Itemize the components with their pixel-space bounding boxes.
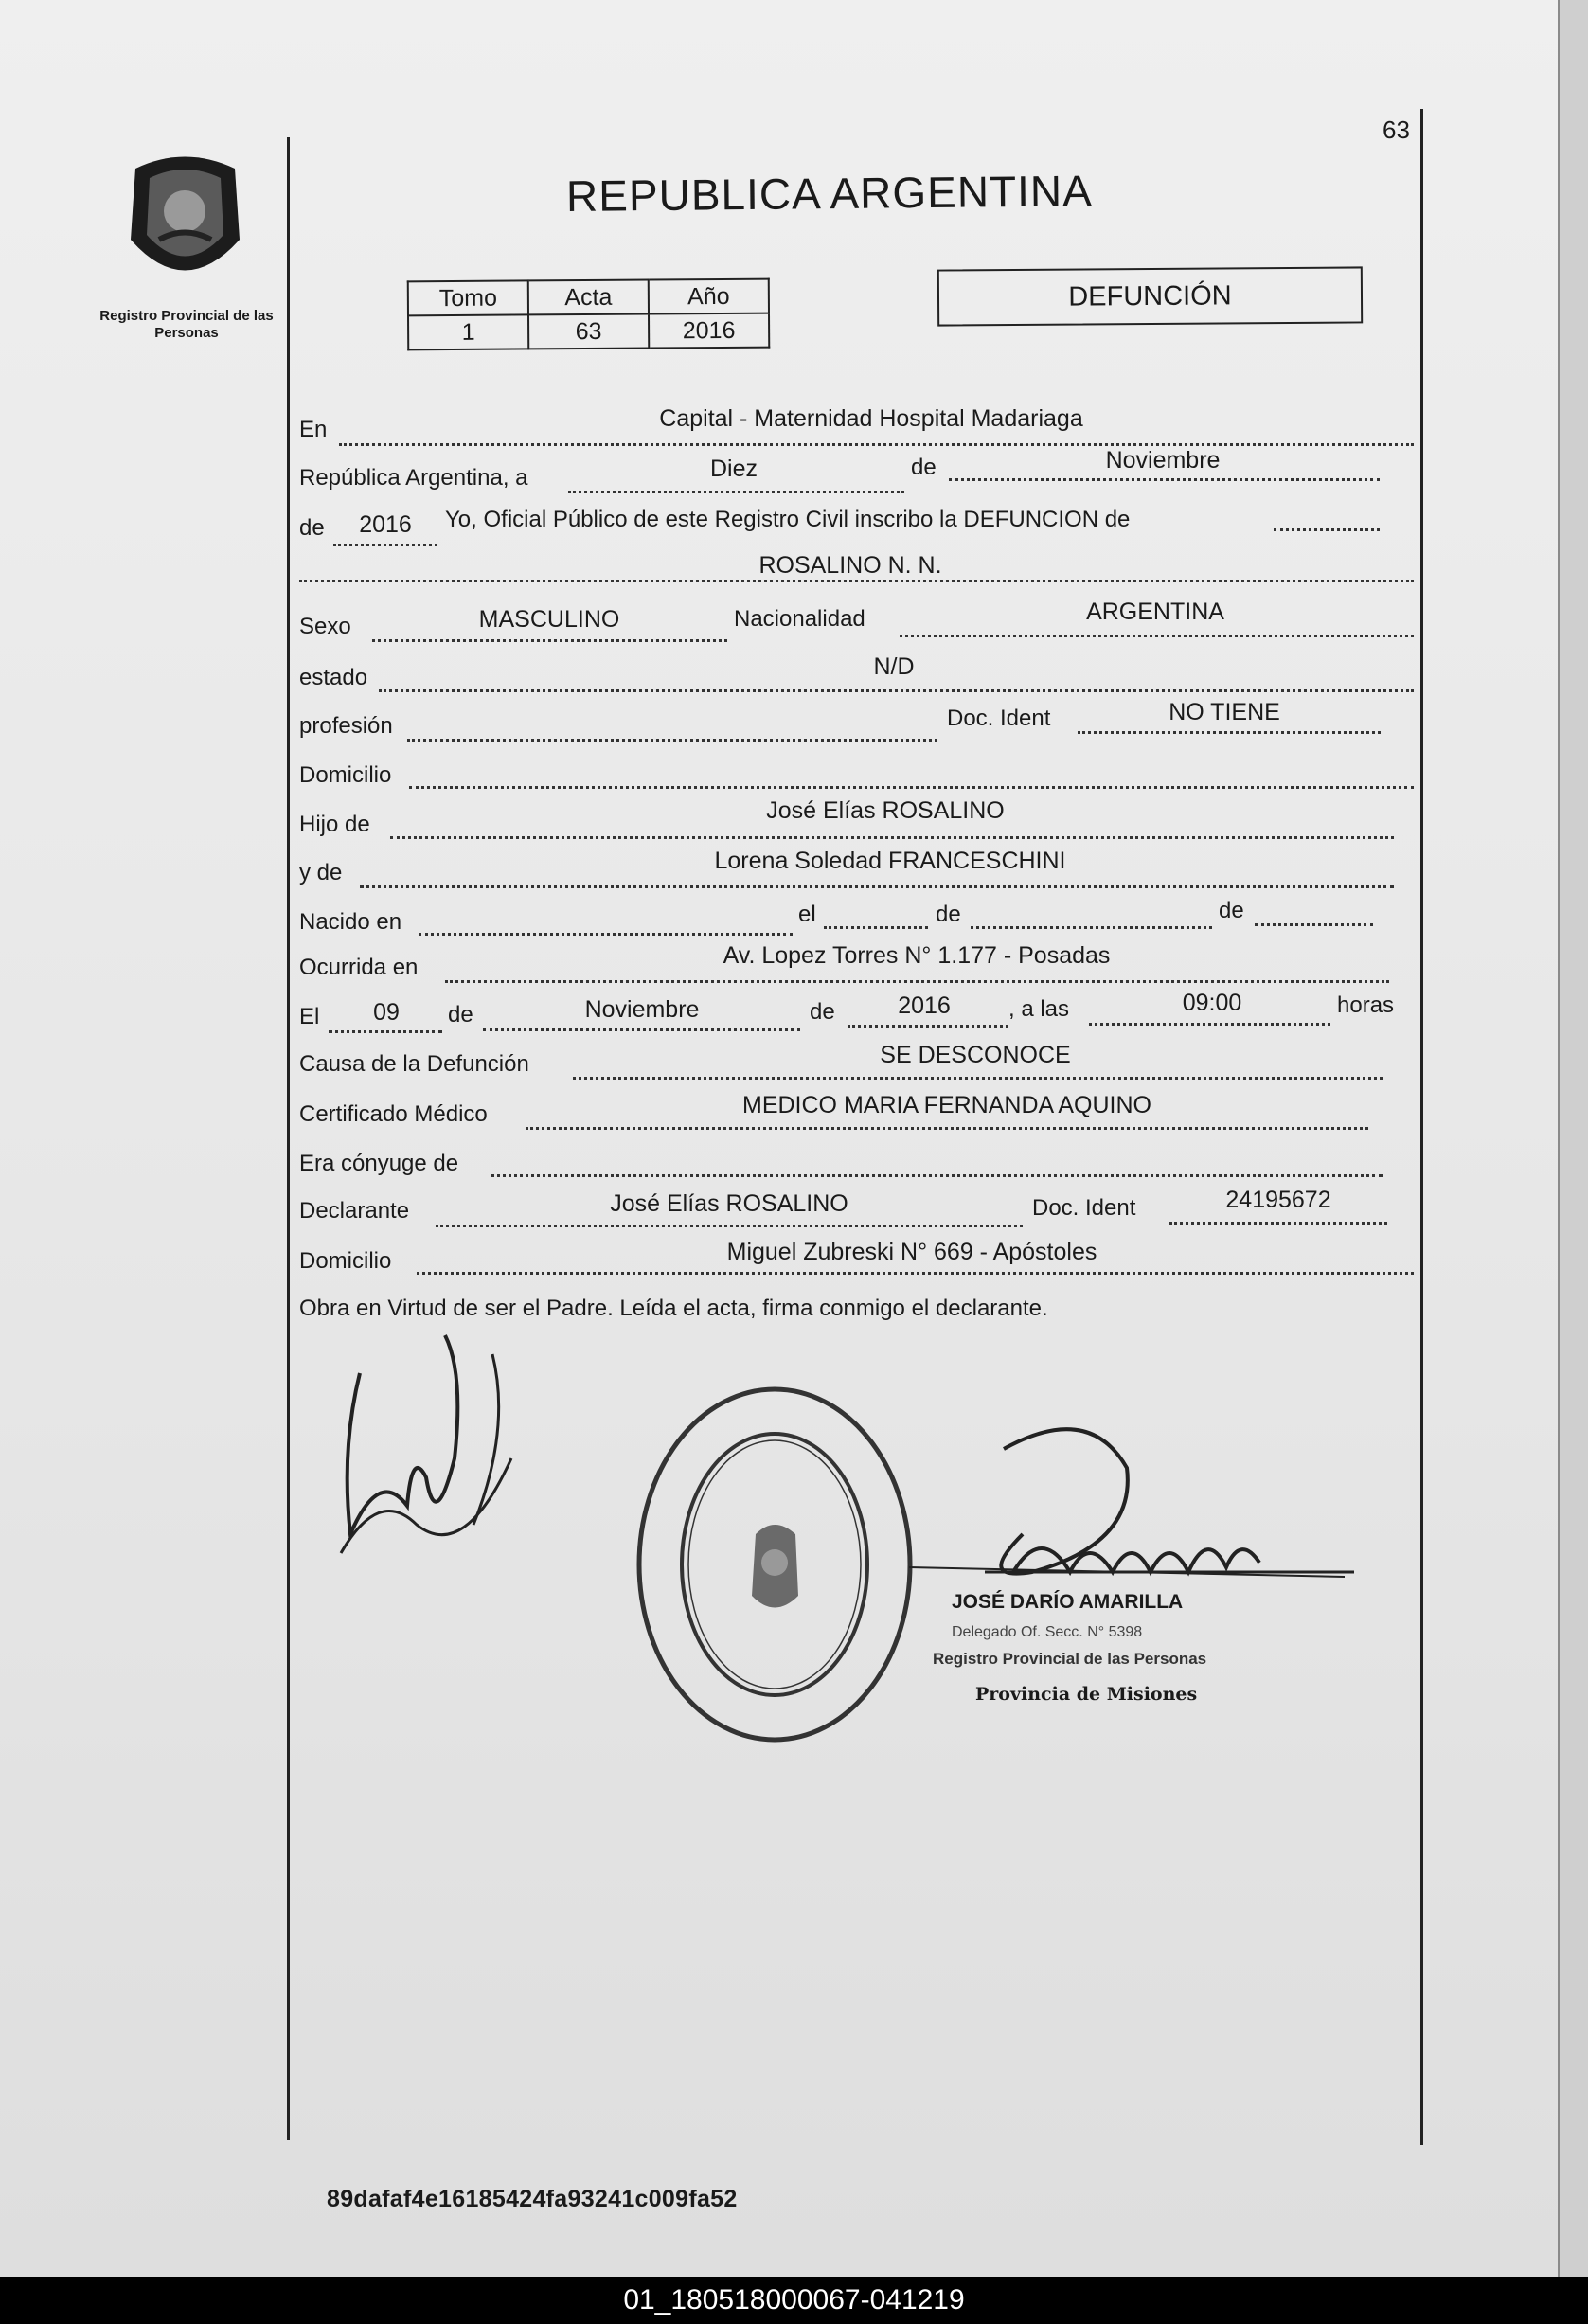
value-place: Capital - Maternidad Hospital Madariaga bbox=[659, 405, 1083, 432]
dotted-line bbox=[1169, 1222, 1387, 1225]
dotted-line bbox=[372, 639, 727, 642]
footer-id-bar: 01_180518000067-041219 bbox=[0, 2277, 1588, 2324]
record-table bbox=[407, 278, 771, 351]
official-stamp bbox=[633, 1383, 917, 1747]
label-de: de bbox=[448, 1002, 473, 1028]
dotted-line bbox=[971, 926, 1212, 929]
document-hash: 89dafaf4e16185424fa93241c009fa52 bbox=[327, 2186, 738, 2212]
registry-name: Registro Provincial de las Personas bbox=[99, 308, 274, 341]
value-nationality: ARGENTINA bbox=[1086, 599, 1224, 625]
label-de: de bbox=[1219, 898, 1244, 923]
document-title: REPUBLICA ARGENTINA bbox=[565, 166, 1094, 221]
label-domicilio-declarant: Domicilio bbox=[299, 1248, 392, 1274]
dotted-line bbox=[409, 786, 1414, 789]
value-sex: MASCULINO bbox=[478, 606, 620, 633]
value-death-month: Noviembre bbox=[584, 996, 700, 1023]
label-declarante: Declarante bbox=[299, 1198, 410, 1224]
label-causa: Causa de la Defunción bbox=[299, 1051, 529, 1077]
value-doc-id: NO TIENE bbox=[1169, 699, 1280, 725]
dotted-line bbox=[360, 885, 1394, 888]
value-death-day: 09 bbox=[373, 999, 400, 1026]
value-mother: Lorena Soledad FRANCESCHINI bbox=[714, 848, 1066, 874]
label-hijo-de: Hijo de bbox=[299, 812, 370, 837]
label-nacionalidad: Nacionalidad bbox=[734, 606, 865, 632]
dotted-line bbox=[568, 491, 904, 493]
value-registration-day: Diez bbox=[709, 456, 758, 482]
dotted-line bbox=[483, 1028, 800, 1031]
table-header-ano: Año bbox=[649, 279, 769, 314]
value-declarant: José Elías ROSALINO bbox=[610, 1190, 848, 1217]
value-father: José Elías ROSALINO bbox=[766, 797, 1005, 824]
dotted-line bbox=[848, 1025, 1008, 1028]
dotted-line bbox=[299, 580, 1414, 582]
label-profesion: profesión bbox=[299, 713, 393, 739]
value-death-year: 2016 bbox=[898, 992, 951, 1019]
value-registration-year: 2016 bbox=[359, 511, 412, 538]
official-title: Delegado Of. Secc. N° 5398 bbox=[952, 1624, 1143, 1640]
closing-text: Obra en Virtud de ser el Padre. Leída el acta, firma conmigo el declarante. bbox=[299, 1296, 1048, 1321]
dotted-line bbox=[573, 1077, 1383, 1080]
label-sexo: Sexo bbox=[299, 614, 351, 639]
dotted-line bbox=[333, 544, 437, 546]
dotted-line bbox=[1078, 731, 1381, 734]
page-edge bbox=[1558, 0, 1588, 2277]
label-certificado: Certificado Médico bbox=[299, 1101, 488, 1127]
label-conyuge: Era cónyuge de bbox=[299, 1151, 459, 1176]
left-margin-line bbox=[287, 137, 290, 2140]
table-value-tomo: 1 bbox=[408, 314, 528, 349]
label-horas: horas bbox=[1337, 992, 1395, 1018]
label-a-las: , a las bbox=[1008, 996, 1070, 1022]
dotted-line bbox=[900, 635, 1414, 637]
dotted-line bbox=[417, 1272, 1414, 1275]
province-seal-logo bbox=[121, 150, 249, 292]
label-republica: República Argentina, a bbox=[299, 465, 528, 491]
label-doc-ident: Doc. Ident bbox=[947, 706, 1051, 731]
value-cause: SE DESCONOCE bbox=[880, 1042, 1071, 1068]
value-declarant-address: Miguel Zubreski N° 669 - Apóstoles bbox=[726, 1239, 1097, 1265]
label-y-de: y de bbox=[299, 860, 343, 885]
label-el-cap: El bbox=[299, 1004, 320, 1029]
dotted-line bbox=[1089, 1023, 1330, 1026]
label-doc-ident-declarant: Doc. Ident bbox=[1032, 1195, 1136, 1221]
dotted-line bbox=[1255, 923, 1373, 926]
label-el: el bbox=[798, 902, 816, 927]
official-registry: Registro Provincial de las Personas bbox=[933, 1650, 1207, 1668]
dotted-line bbox=[339, 443, 1414, 446]
value-civil-status: N/D bbox=[873, 653, 915, 680]
label-domicilio: Domicilio bbox=[299, 762, 392, 788]
value-declarant-doc: 24195672 bbox=[1225, 1187, 1331, 1213]
label-de: de bbox=[810, 999, 835, 1025]
label-en: En bbox=[299, 417, 328, 442]
label-ocurrida-en: Ocurrida en bbox=[299, 955, 419, 980]
dotted-line bbox=[407, 739, 937, 742]
value-registration-month: Noviembre bbox=[1105, 447, 1221, 474]
dotted-line bbox=[379, 689, 1414, 692]
table-header-acta: Acta bbox=[528, 280, 649, 315]
value-occurred-at: Av. Lopez Torres N° 1.177 - Posadas bbox=[723, 942, 1111, 969]
table-value-acta: 63 bbox=[528, 314, 649, 349]
table-value-ano: 2016 bbox=[649, 313, 769, 349]
dotted-line bbox=[491, 1174, 1383, 1177]
value-certificate: MEDICO MARIA FERNANDA AQUINO bbox=[741, 1092, 1152, 1118]
dotted-line bbox=[436, 1225, 1023, 1227]
dotted-line bbox=[390, 836, 1394, 839]
declarant-signature bbox=[322, 1316, 549, 1600]
dotted-line bbox=[445, 980, 1389, 983]
record-type-box: DEFUNCIÓN bbox=[937, 266, 1363, 326]
table-header-tomo: Tomo bbox=[408, 280, 528, 315]
label-de: de bbox=[299, 515, 325, 541]
dotted-line bbox=[949, 478, 1380, 481]
label-de: de bbox=[936, 902, 961, 927]
dotted-line bbox=[1274, 528, 1380, 531]
dotted-line bbox=[526, 1127, 1368, 1130]
label-de: de bbox=[911, 455, 937, 480]
page-number: 63 bbox=[1383, 116, 1410, 144]
right-margin-line bbox=[1420, 109, 1423, 2145]
label-yo-oficial: Yo, Oficial Público de este Registro Civil inscribo la DEFUNCION de bbox=[445, 507, 1131, 532]
official-province: Provincia de Misiones bbox=[975, 1684, 1198, 1705]
dotted-line bbox=[329, 1030, 442, 1033]
value-deceased: ROSALINO N. N. bbox=[758, 552, 942, 579]
label-estado: estado bbox=[299, 665, 368, 690]
value-death-time: 09:00 bbox=[1182, 990, 1242, 1016]
dotted-line bbox=[824, 926, 928, 929]
dotted-line bbox=[419, 933, 793, 936]
official-name: JOSÉ DARÍO AMARILLA bbox=[952, 1591, 1184, 1613]
label-nacido-en: Nacido en bbox=[299, 909, 402, 935]
